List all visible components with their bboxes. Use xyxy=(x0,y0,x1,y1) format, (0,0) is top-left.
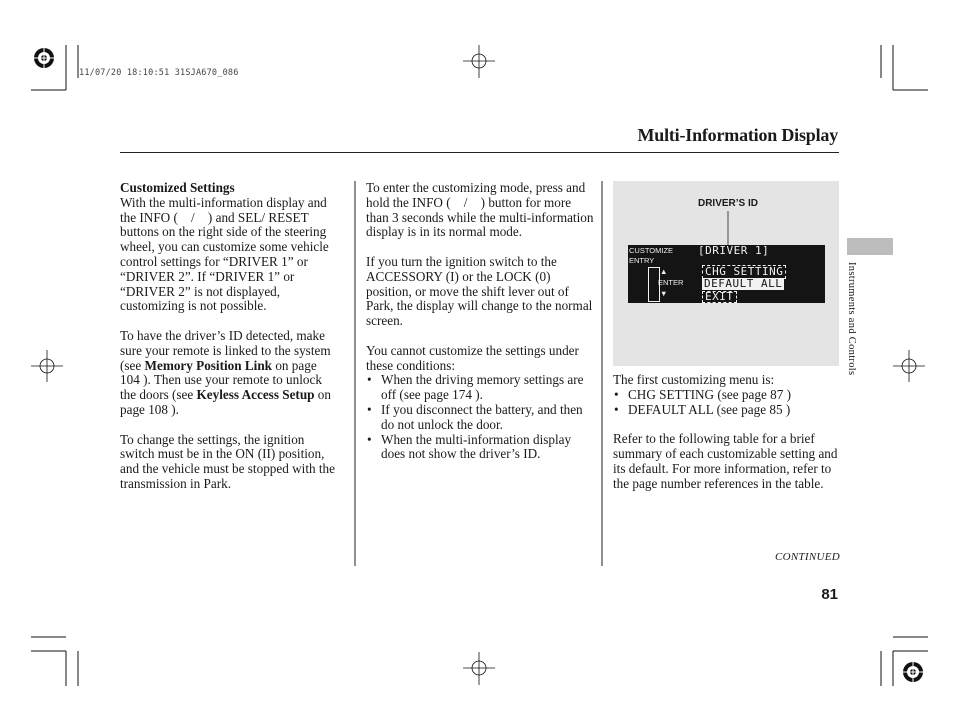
menu-option: CHG SETTING xyxy=(702,265,786,279)
column-1 xyxy=(120,181,338,507)
up-arrow-icon: ▲ xyxy=(660,267,668,276)
column-3 xyxy=(613,373,839,506)
display-illustration xyxy=(613,181,839,366)
menu-option-selected: DEFAULT ALL xyxy=(704,277,783,290)
crosshair-icon xyxy=(463,45,495,78)
page-number: 81 xyxy=(821,586,838,603)
page-title: Multi-Information Display xyxy=(637,125,838,145)
list-item: • When the driving memory settings are off (see page 174 ). xyxy=(367,372,584,403)
crosshair-icon xyxy=(31,350,63,382)
menu-option: EXIT xyxy=(702,291,737,303)
paragraph: The first customizing menu is: xyxy=(613,372,775,387)
crosshair-icon xyxy=(893,350,925,382)
section-tab xyxy=(847,238,893,255)
driver-id: [DRIVER 1] xyxy=(698,244,770,257)
paragraph: You cannot customize the settings under these conditions: xyxy=(366,342,579,373)
cross-reference: Memory Position Link xyxy=(144,357,273,373)
callout-line xyxy=(613,181,839,251)
header-rule xyxy=(120,152,839,153)
paragraph: To enter the customizing mode, press and hold the INFO ( / ) button for more than 3 seconds while the multi-information display is in its normal mode. xyxy=(366,180,594,240)
down-arrow-icon: ▼ xyxy=(660,289,668,298)
lcd-label: ENTRY xyxy=(629,256,655,265)
list-item: • CHG SETTING (see page 87 ) xyxy=(614,386,791,402)
section-heading: Customized Settings xyxy=(120,180,235,195)
crosshair-icon xyxy=(463,652,495,685)
paragraph: To change the settings, the ignition switch must be in the ON (II) position, and the vehicle must be stopped with the transmission in Park. xyxy=(120,431,335,491)
lcd-label: CUSTOMIZE xyxy=(629,246,674,255)
section-tab-label: Instruments and Controls xyxy=(846,262,857,376)
image-caption: DRIVER’S ID xyxy=(697,198,758,209)
paragraph: If you turn the ignition switch to the ACCESSORY (I) or the LOCK (0) position, or move the shift lever out of Park, the display will change to the normal screen. xyxy=(366,253,593,329)
paragraph: Refer to the following table for a brief summary of each customizable setting and its default. For more information, refer to the page number references in the table. xyxy=(613,431,838,491)
continued-label: CONTINUED xyxy=(774,551,840,563)
cross-reference: Keyless Access Setup xyxy=(196,387,315,403)
list-item: • When the multi-information display does not show the driver’s ID. xyxy=(367,431,572,462)
print-stamp: 11/07/20 18:10:51 31SJA670_086 xyxy=(79,68,239,78)
list-item: • If you disconnect the battery, and then do not unlock the door. xyxy=(367,401,583,432)
multi-information-display-screen xyxy=(628,245,825,303)
registration-mark-icon xyxy=(899,658,927,686)
registration-mark-icon xyxy=(30,44,58,72)
column-2 xyxy=(366,181,594,462)
paragraph: To have the driver’s ID detected, make sure your remote is linked to the system (see Memory Position Link on page 104 ). Then use your remote to unlock the doors (see Keyless Access Setup on page 108 ). xyxy=(120,327,331,417)
list-item: • DEFAULT ALL (see page 85 ) xyxy=(614,401,791,417)
lcd-label: ENTER xyxy=(658,278,684,287)
paragraph: With the multi-information display and the INFO ( / ) and SEL/ RESET buttons on the right side of the steering wheel, you can customize some vehicle control settings for “DRIVER 1” or “DRIVER 2”. If “DRIVER 1” or “DRIVER 2” is not displayed, customizing is not possible. xyxy=(120,194,329,314)
